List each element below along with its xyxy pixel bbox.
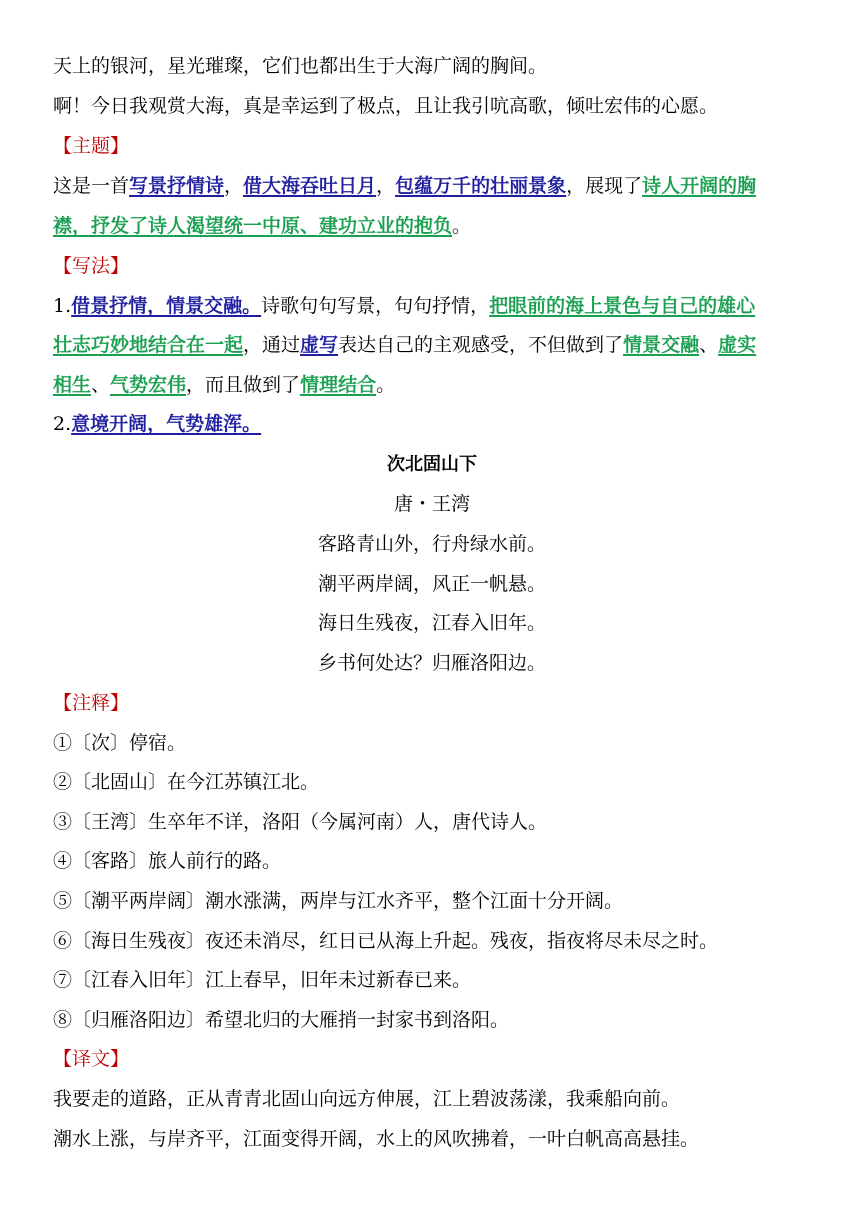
translation-heading: 【译文】 (53, 1048, 130, 1070)
note-item: ③〔王湾〕生卒年不详，洛阳（今属河南）人，唐代诗人。 (53, 811, 548, 833)
method-line-2 (53, 332, 823, 358)
note-item: ⑦〔江春入旧年〕江上春早，旧年未过新春已来。 (53, 969, 472, 991)
intro-line-1: 天上的银河，星光璀璨，它们也都出生于大海广阔的胸间。 (53, 55, 548, 77)
list-number: 2. (53, 413, 72, 435)
list-number: 1. (53, 295, 72, 317)
method-line-3 (53, 372, 823, 398)
notes-heading: 【注释】 (53, 692, 130, 714)
translation-line: 潮水上涨，与岸齐平，江面变得开阔，水上的风吹拂着，一叶白帆高高悬挂。 (53, 1128, 700, 1150)
text: 、 (91, 374, 111, 396)
poem-line: 客路青山外，行舟绿水前。 (317, 533, 546, 555)
theme-paragraph-line-1 (53, 173, 823, 199)
text: ，展现了 (566, 175, 643, 197)
note-item: ⑤〔潮平两岸阔〕潮水涨满，两岸与江水齐平，整个江面十分开阔。 (53, 890, 624, 912)
poem-title: 次北固山下 (387, 454, 477, 475)
highlight-phrase: 意境开阔，气势雄浑。 (71, 413, 262, 435)
intro-line-2: 啊！今日我观赏大海，真是幸运到了极点，且让我引吭高歌，倾吐宏伟的心愿。 (53, 95, 719, 117)
highlight-phrase: 借景抒情，情景交融。 (71, 295, 262, 317)
poem-author: 唐・王湾 (393, 493, 470, 515)
note-item: ①〔次〕停宿。 (53, 732, 187, 754)
text: ，而且做到了 (186, 374, 301, 396)
text: 。 (376, 374, 396, 396)
theme-paragraph-line-2 (53, 213, 823, 239)
note-item: ④〔客路〕旅人前行的路。 (53, 850, 282, 872)
theme-heading: 【主题】 (53, 135, 130, 157)
method-line-4 (53, 411, 823, 437)
text: ，通过 (243, 334, 301, 356)
highlight-phrase: 借大海吞吐日月 (243, 175, 377, 197)
poem-line: 潮平两岸阔，风正一帆悬。 (317, 573, 546, 595)
poem-line: 乡书何处达？归雁洛阳边。 (317, 652, 546, 674)
note-item: ⑥〔海日生残夜〕夜还未消尽，红日已从海上升起。残夜，指夜将尽未尽之时。 (53, 930, 719, 952)
highlight-phrase: 把眼前的海上景色与自己的雄心 (489, 295, 756, 317)
highlight-phrase: 包蕴万千的壮丽景象 (395, 175, 567, 197)
highlight-phrase: 虚写 (300, 334, 339, 356)
text: 、 (699, 334, 719, 356)
highlight-phrase: 襟，抒发了诗人渴望统一中原、建功立业的抱负 (53, 215, 453, 237)
translation-line: 我要走的道路，正从青青北固山向远方伸展，江上碧波荡漾，我乘船向前。 (53, 1088, 681, 1110)
text: ， (376, 175, 396, 197)
note-item: ⑧〔归雁洛阳边〕希望北归的大雁捎一封家书到洛阳。 (53, 1009, 510, 1031)
highlight-phrase: 情理结合 (300, 374, 377, 396)
method-line-1 (53, 293, 823, 319)
highlight-phrase: 壮志巧妙地结合在一起 (53, 334, 244, 356)
highlight-phrase: 写景抒情诗 (129, 175, 225, 197)
text: 。 (452, 215, 472, 237)
text: 诗歌句句写景，句句抒情， (261, 295, 490, 317)
highlight-phrase: 气势宏伟 (110, 374, 187, 396)
text: 表达自己的主观感受，不但做到了 (338, 334, 624, 356)
method-heading: 【写法】 (53, 255, 130, 277)
highlight-phrase: 虚实 (718, 334, 757, 356)
highlight-phrase: 相生 (53, 374, 92, 396)
note-item: ②〔北固山〕在今江苏镇江北。 (53, 771, 320, 793)
highlight-phrase: 情景交融 (623, 334, 700, 356)
text: ， (224, 175, 244, 197)
poem-line: 海日生残夜，江春入旧年。 (317, 612, 546, 634)
text: 这是一首 (53, 175, 130, 197)
highlight-phrase: 诗人开阔的胸 (642, 175, 757, 197)
